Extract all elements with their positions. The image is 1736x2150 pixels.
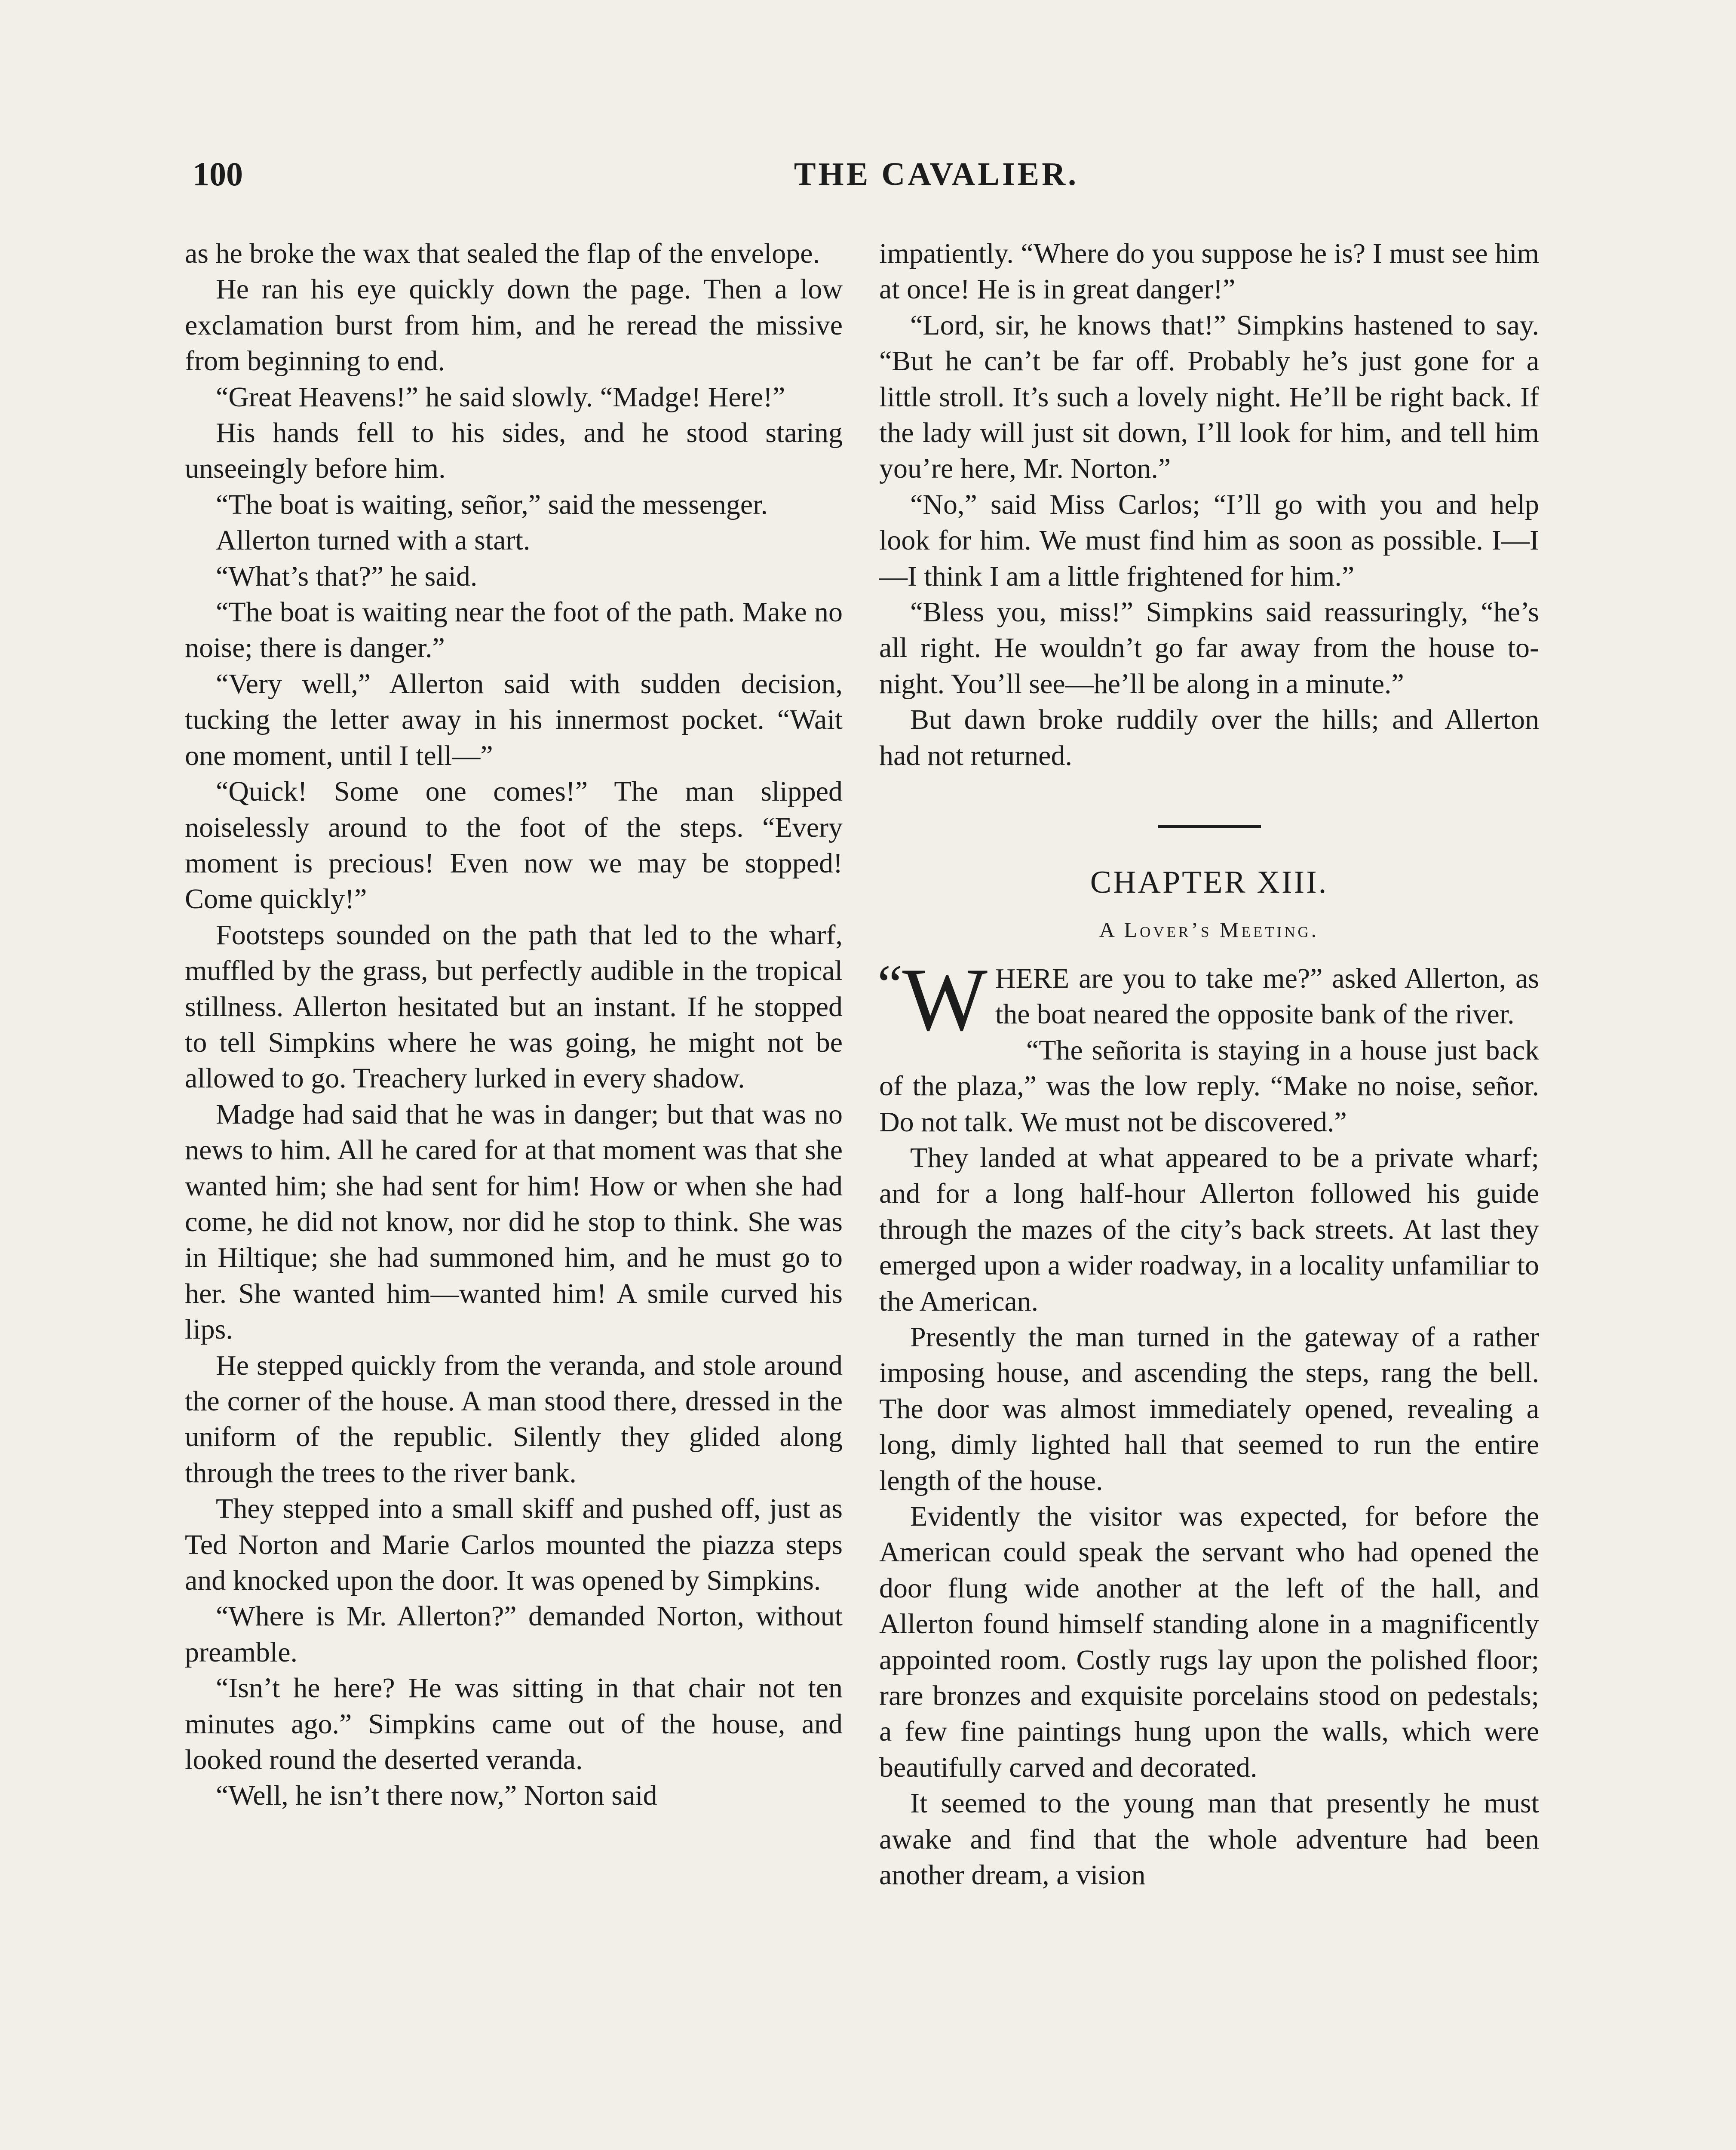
paragraph: Allerton turned with a start. [216, 525, 531, 556]
paragraph: “Quick! Some one comes!” The man slipped noiselessly around to the foot of the steps. “Every moment is precious! Even now we may be stopped! Come quickly!” [185, 776, 843, 915]
paragraph: Footsteps sounded on the path that led to the wharf, muffled by the grass, but perfectly audible in the tropical stillness. Allerton hesitated but an instant. If he stopped to tell Simpkins where he was going, he might not be allowed to go. Treachery lurked in every shadow. [185, 919, 843, 1094]
drop-cap-letter: W [902, 949, 988, 1050]
paragraph: He stepped quickly from the veranda, and stole around the corner of the house. A man stood there, dressed in the uniform of the republic. Silently they glided along through the trees to the river bank. [185, 1349, 843, 1489]
drop-cap-quote: “ [877, 953, 902, 1016]
paragraph: It seemed to the young man that presently he must awake and find that the whole adventure had been another dream, a vision [879, 1788, 1539, 1891]
paragraph: “Isn’t he here? He was sitting in that chair not ten minutes ago.” Simpkins came out of the house, and looked round the deserted veranda. [185, 1672, 843, 1776]
paragraph: His hands fell to his sides, and he stood staring unseeingly before him. [185, 417, 843, 485]
paragraph: impatiently. “Where do you suppose he is? I must see him at once! He is in great danger!” [879, 238, 1539, 305]
paragraph: Presently the man turned in the gateway of a rather imposing house, and ascending the steps, rang the bell. The door was almost immediately opened, revealing a long, dimly lighted hall that seemed to run the entire length of the house. [879, 1321, 1539, 1496]
left-column [185, 236, 843, 1814]
page-header [193, 150, 1543, 198]
chapter-title: CHAPTER XIII. [1090, 865, 1328, 900]
right-column [879, 236, 1539, 1893]
paragraph: “The boat is waiting near the foot of the path. Make no noise; there is danger.” [185, 596, 843, 664]
paragraph: “No,” said Miss Carlos; “I’ll go with you and help look for him. We must find him as soon as possible. I—I—I think I am a little frightened for him.” [879, 488, 1539, 592]
paragraph: “What’s that?” he said. [216, 560, 478, 592]
opening-text: HERE are you to take me?” asked Allerton, as the boat neared the opposite bank of the river. [995, 962, 1539, 1030]
chapter-subtitle: A Lover’s Meeting. [1099, 917, 1319, 942]
paragraph: They landed at what appeared to be a private wharf; and for a long half-hour Allerton followed his guide through the mazes of the city’s back streets. At last they emerged upon a wider roadway, in a locality unfamiliar to the American. [879, 1142, 1539, 1317]
paragraph: Evidently the visitor was expected, for before the American could speak the servant who had opened the door flung wide another at the left of the hall, and Allerton found himself standing alone in a magnificently appointed room. Costly rugs lay upon the polished floor; rare bronzes and exquisite porcelains stood on pedestals; a few fine paintings hung upon the walls, which were beautifully carved and decorated. [879, 1501, 1539, 1783]
paragraph: But dawn broke ruddily over the hills; and Allerton had not returned. [879, 704, 1539, 771]
paragraph: They stepped into a small skiff and pushed off, just as Ted Norton and Marie Carlos mounted the piazza steps and knocked upon the door. It was opened by Simpkins. [185, 1493, 843, 1597]
section-divider [1158, 825, 1261, 828]
page-number: 100 [193, 155, 243, 193]
paragraph: “The señorita is staying in a house just back of the plaza,” was the low reply. “Make no noise, señor. Do not talk. We must not be discovered.” [879, 1034, 1539, 1138]
paragraph: “Great Heavens!” he said slowly. “Madge! Here!” [216, 381, 785, 413]
drop-cap [877, 949, 988, 1050]
paragraph: “Bless you, miss!” Simpkins said reassuringly, “he’s all right. He wouldn’t go far away from the house to-night. You’ll see—he’ll be along in a minute.” [879, 596, 1539, 700]
paragraph: Madge had said that he was in danger; but that was no news to him. All he cared for at that moment was that she wanted him; she had sent for him! How or when she had come, he did not know, nor did he stop to think. She was in Hiltique; she had summoned him, and he must go to her. She wanted him—wanted him! A smile curved his lips. [185, 1098, 843, 1345]
paragraph: as he broke the wax that sealed the flap of the envelope. [185, 238, 820, 269]
paragraph: “Where is Mr. Allerton?” demanded Norton, without preamble. [185, 1600, 843, 1668]
paragraph: “Lord, sir, he knows that!” Simpkins hastened to say. “But he can’t be far off. Probably he’s just gone for a little stroll. It’s such a lovely night. He’ll be right back. If the lady will just sit down, I’ll look for him, and tell him you’re here, Mr. Norton.” [879, 309, 1539, 485]
chapter-opening-paragraph [877, 949, 1539, 1050]
paragraph: “Well, he isn’t there now,” Norton said [216, 1780, 657, 1812]
running-head: THE CAVALIER. [794, 156, 1079, 192]
paragraph: “Very well,” Allerton said with sudden decision, tucking the letter away in his innermost pocket. “Wait one moment, until I tell—” [185, 668, 843, 771]
paragraph: He ran his eye quickly down the page. Then a low exclamation burst from him, and he reread the missive from beginning to end. [185, 273, 843, 377]
paragraph: “The boat is waiting, señor,” said the messenger. [216, 488, 768, 520]
